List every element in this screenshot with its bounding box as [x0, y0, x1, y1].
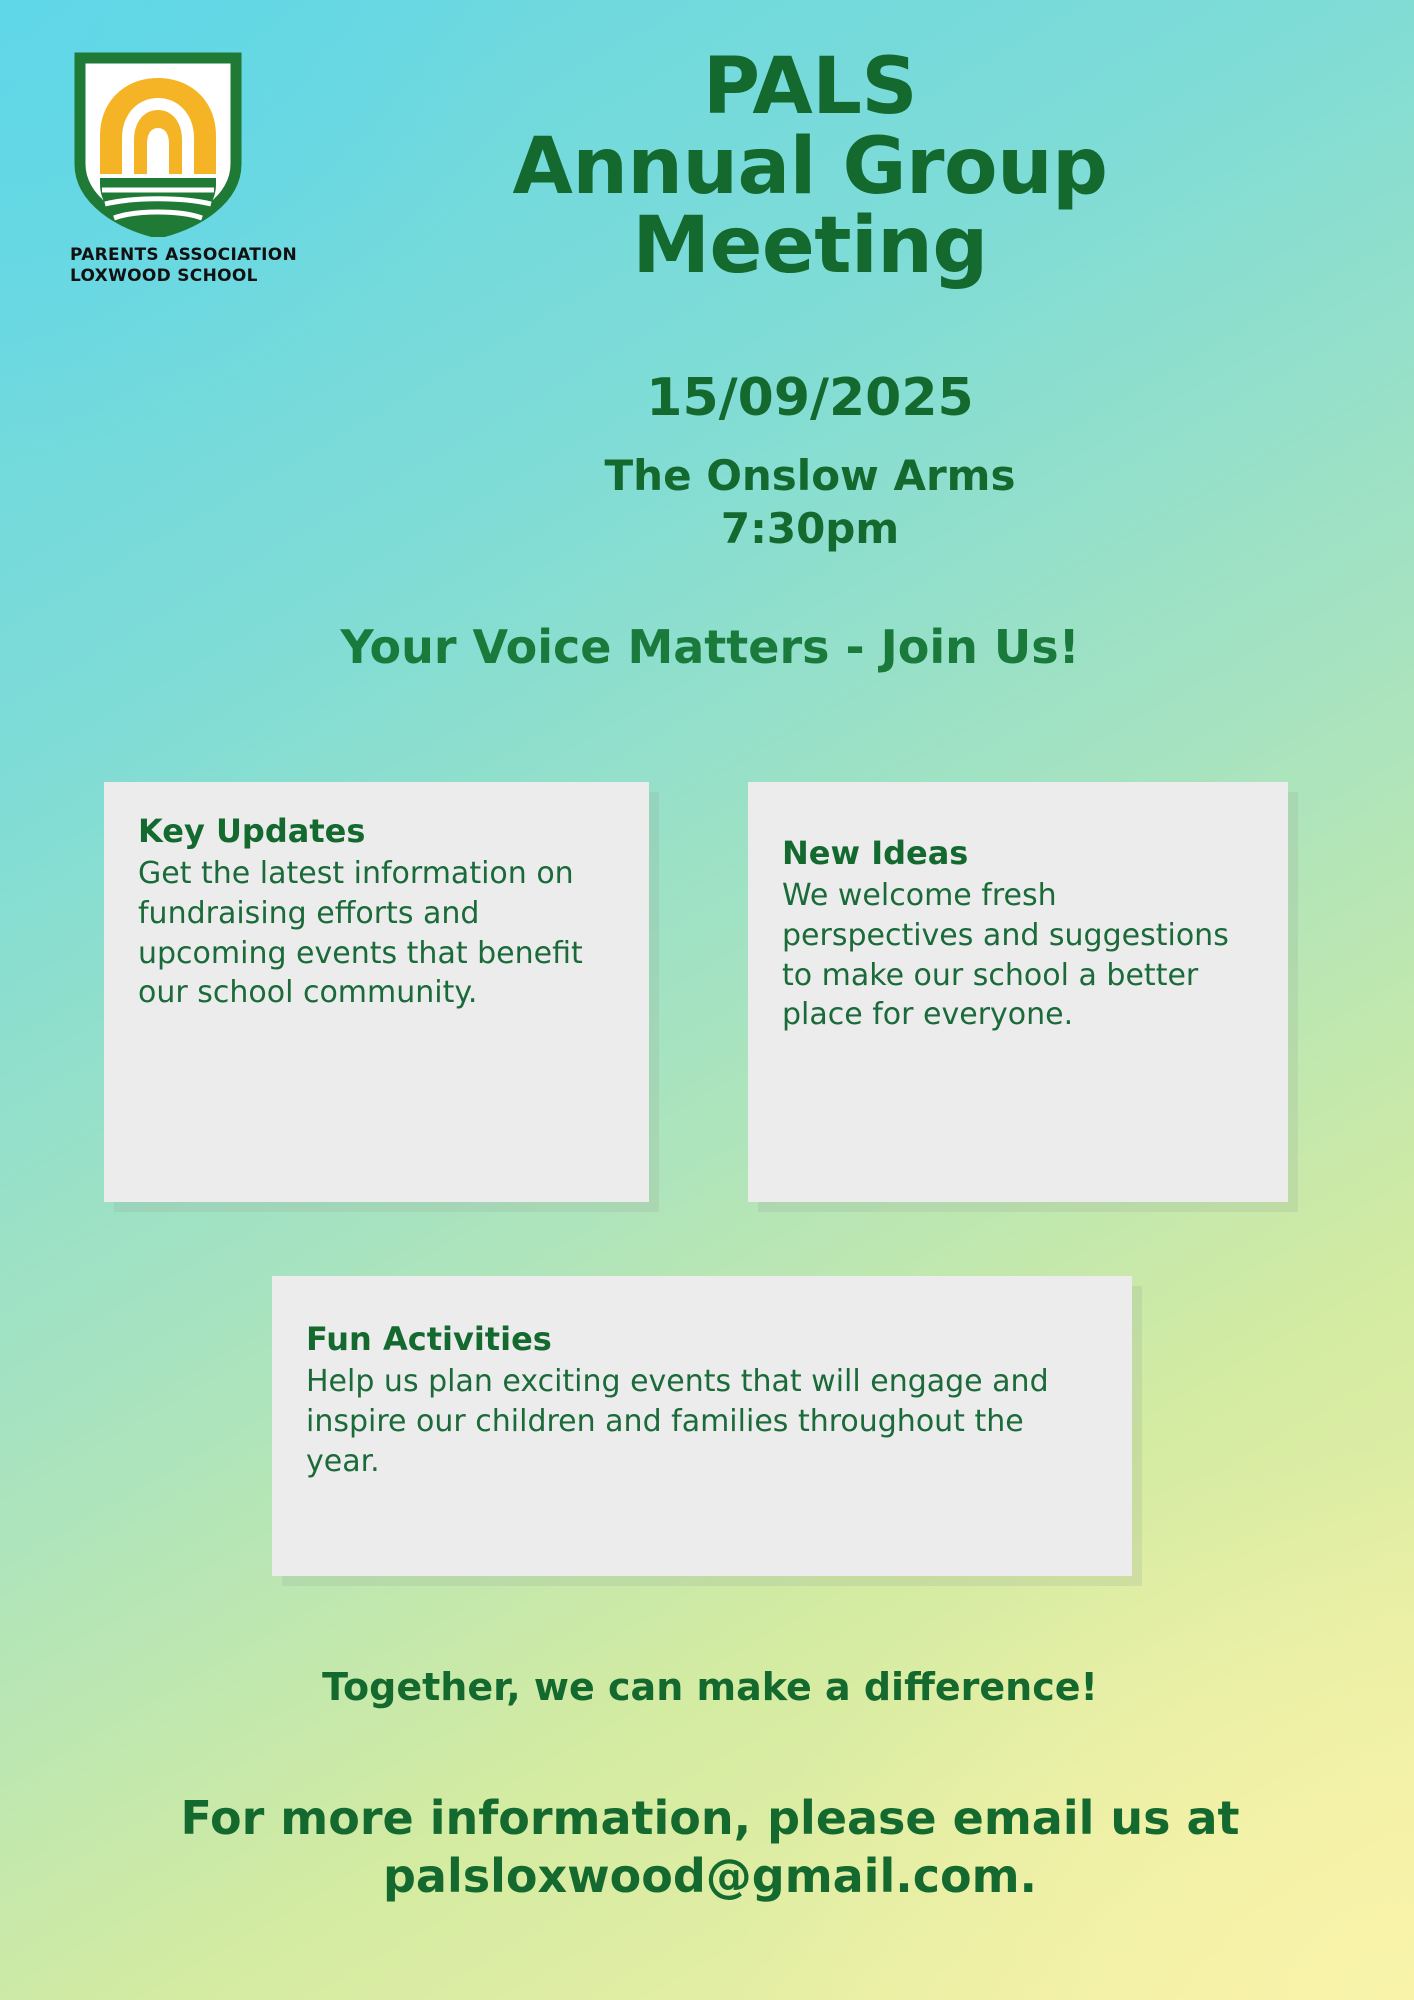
logo-caption: [70, 245, 320, 288]
pals-shield-logo: [74, 52, 242, 237]
title-line-1: PALS: [702, 42, 918, 132]
card-fun-activities-heading: Fun Activities: [306, 1320, 552, 1358]
card-key-updates-heading: Key Updates: [138, 812, 366, 850]
contact-email[interactable]: palsloxwood@gmail.com.: [383, 1848, 1037, 1903]
logo: [66, 52, 298, 312]
venue-time: 7:30pm: [720, 503, 900, 553]
together-message: Together, we can make a difference!: [322, 1665, 1098, 1709]
contact-line-1: For more information, please email us at: [180, 1791, 1240, 1845]
logo-caption-line2: LOXWOOD SCHOOL: [70, 266, 258, 287]
meeting-date: 15/09/2025: [646, 368, 974, 428]
card-new-ideas-body: We welcome fresh perspectives and suggestions to make our school a better place for everyone.: [782, 878, 1229, 1033]
card-key-updates: [104, 782, 649, 1202]
card-key-updates-body: Get the latest information on fundraising efforts and upcoming events that benefit our school community.: [138, 856, 583, 1011]
title-line-3: Meeting: [632, 201, 988, 292]
tagline: Your Voice Matters - Join Us!: [340, 620, 1080, 674]
meeting-venue-time: [300, 450, 1320, 555]
card-new-ideas-heading: New Ideas: [782, 834, 969, 872]
card-fun-activities-body: Help us plan exciting events that will engage and inspire our children and families throughout the year.: [306, 1364, 1049, 1479]
contact-info: [90, 1790, 1330, 1905]
card-fun-activities: [272, 1276, 1132, 1576]
page-title: [300, 42, 1320, 292]
title-line-2: Annual Group: [512, 121, 1108, 212]
venue-name: The Onslow Arms: [604, 451, 1016, 500]
logo-caption-line1: PARENTS ASSOCIATION: [70, 245, 298, 265]
card-new-ideas: [748, 782, 1288, 1202]
